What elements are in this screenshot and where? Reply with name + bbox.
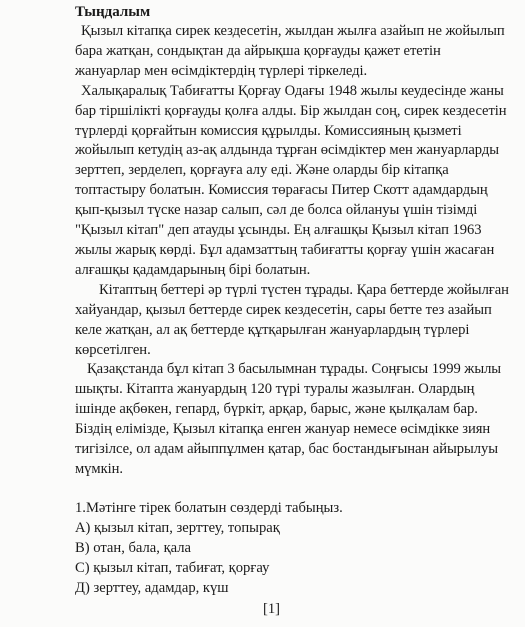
answer-option-b: В) отан, бала, қала — [75, 539, 192, 556]
paragraph-4: Қазақстанда бұл кітап 3 басылымнан тұрады. Соңғысы 1999 жылы шықты. Кітапта жануардың 120 түрі туралы жазылған. Олардың ішінде ақбөкен, гепард, бүркіт, арқар, барыс, және қылқалам бар. Біздің елімізде, Қызыл кітапқа енген жануар немесе өсімдікке зиян тигізілсе, ол адам айыппұлмен қатар, бас бостандығынан айырылуы мүмкін. — [75, 361, 502, 477]
answer-option-c: С) қызыл кітап, табиғат, қорғау — [75, 559, 270, 576]
paragraph-1: Қызыл кітапқа сирек кездесетін, жылдан жылға азайып не жойылып бара жатқан, сондықтан да айрықша қорғауды қажет ететін жануарлар мен өсімдіктердің түрлері тіркеледі. — [75, 23, 505, 79]
question-block — [75, 498, 509, 598]
paragraph-3: Кітаптың беттері әр түрлі түстен тұрады. Қара беттерде жойылған хайуандар, қызыл беттерде сирек кездесетін, сары бетте тез азайып келе жатқан, ал ақ беттерде құтқарылған жануарлардың түрлері көрсетілген. — [75, 281, 509, 358]
paragraph-2: Халықаралық Табиғатты Қорғау Одағы 1948 жылы кеудесінде жаны бар тіршілікті қорғауды қолға алды. Бір жылдан соң, сирек кездесетін түрлерді қорғайтын комиссия құрылды. Комиссияның қызметі жойылып кетудің аз-ақ алдында тұрған өсімдіктер мен жануарларды зерттеп, зерделеп, қорғауға алу еді. Және оларды бір кітапқа топтастыру болатын. Комиссия төрағасы Питер Скотт адамдардың қып-қызыл түске назар салып, сәл де болса ойлануы үшін тізімді "Қызыл кітап" деп атауды ұсынды. Ең алғашқы Қызыл кітап 1963 жылы жарық көрді. Бұл адамзаттың табиғатты қорғау үшін жасаған алғашқы қадамдарының бірі болатын. — [75, 82, 507, 278]
answer-option-d: Д) зерттеу, адамдар, күш — [75, 579, 229, 596]
document-title: Тыңдалым — [75, 4, 151, 20]
answer-option-a: А) қызыл кітап, зерттеу, топырақ — [75, 519, 280, 536]
score-marker: [1] — [263, 601, 281, 617]
question-prompt: 1.Мәтінге тірек болатын сөздерді табыңыз. — [75, 499, 343, 516]
